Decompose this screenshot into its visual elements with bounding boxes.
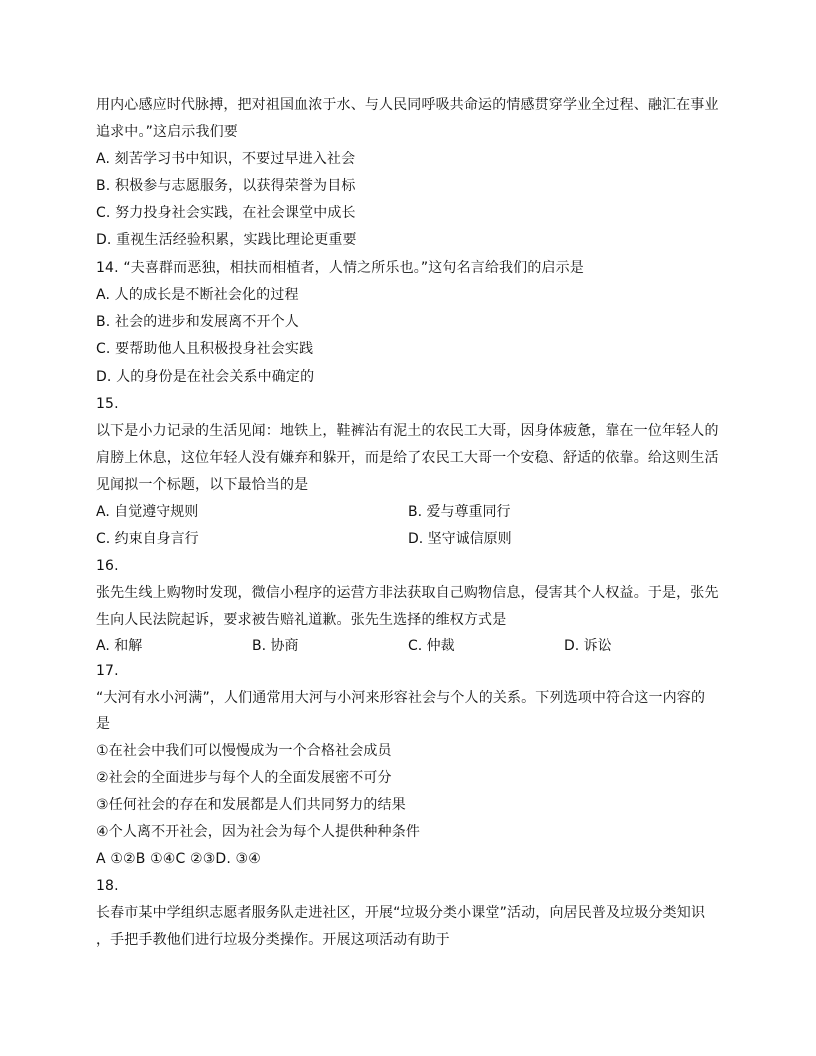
q13-stem-line: 用内心感应时代脉搏，把对祖国血浓于水、与人民同呼吸共命运的情感贯穿学业全过程、融汇在事业 [96, 97, 719, 113]
q17-stem-line: 是 [96, 716, 111, 732]
q14-stem: 14. “夫喜群而恶独，相扶而相植者，人情之所乐也。”这句名言给我们的启示是 [96, 260, 584, 276]
q16-stem-line: 张先生线上购物时发现，微信小程序的运营方非法获取自己购物信息，侵害其个人权益。于是，张先 [96, 585, 719, 601]
q18-stem-line: ，手把手教他们进行垃圾分类操作。开展这项活动有助于 [96, 932, 450, 948]
q13-option-c: C. 努力投身社会实践，在社会课堂中成长 [96, 205, 356, 221]
q15-option-a: A. 自觉遵守规则 [96, 504, 199, 520]
q14-option-a: A. 人的成长是不断社会化的过程 [96, 287, 299, 303]
q16-option-c: C. 仲裁 [408, 638, 455, 654]
q17-stem-line: “大河有水小河满”，人们通常用大河与小河来形容社会与个人的关系。下列选项中符合这一内容的 [96, 690, 706, 706]
q15-option-c: C. 约束自身言行 [96, 531, 199, 547]
q16-option-b: B. 协商 [252, 638, 299, 654]
q13-option-a: A. 刻苦学习书中知识，不要过早进入社会 [96, 151, 356, 167]
q17-statement-4: ④个人离不开社会，因为社会为每个人提供种种条件 [96, 824, 420, 840]
q13-option-d: D. 重视生活经验积累，实践比理论更重要 [96, 232, 357, 248]
q17-statement-3: ③任何社会的存在和发展都是人们共同努力的结果 [96, 797, 406, 813]
q16-option-a: A. 和解 [96, 638, 143, 654]
q15-option-b: B. 爱与尊重同行 [408, 504, 511, 520]
q15-stem-line: 以下是小力记录的生活见闻：地铁上，鞋裤沾有泥土的农民工大哥，因身体疲惫，靠在一位年轻人的 [96, 423, 719, 439]
q18-stem-line: 长春市某中学组织志愿者服务队走进社区，开展“垃圾分类小课堂”活动，向居民普及垃圾分类知识 [96, 905, 706, 921]
q17-statement-1: ①在社会中我们可以慢慢成为一个合格社会成员 [96, 743, 392, 759]
q15-option-d: D. 坚守诚信原则 [408, 531, 512, 547]
q14-option-d: D. 人的身份是在社会关系中确定的 [96, 369, 315, 385]
q13-stem-line: 追求中。”这启示我们要 [96, 124, 238, 140]
q16-stem-line: 生向人民法院起诉，要求被告赔礼道歉。张先生选择的维权方式是 [96, 612, 507, 628]
q14-option-c: C. 要帮助他人且积极投身社会实践 [96, 341, 314, 357]
q13-option-b: B. 积极参与志愿服务，以获得荣誉为目标 [96, 178, 356, 194]
q18-number: 18. [96, 878, 119, 894]
q15-number: 15. [96, 396, 119, 412]
q15-stem-line: 肩膀上休息，这位年轻人没有嫌弃和躲开，而是给了农民工大哥一个安稳、舒适的依靠。给这则生活 [96, 450, 719, 466]
q17-number: 17. [96, 663, 119, 679]
q16-option-d: D. 诉讼 [564, 638, 612, 654]
q17-statement-2: ②社会的全面进步与每个人的全面发展密不可分 [96, 770, 392, 786]
q14-option-b: B. 社会的进步和发展离不开个人 [96, 314, 299, 330]
q17-options: A ①②B ①④C ②③D. ③④ [96, 851, 261, 867]
q15-stem-line: 见闻拟一个标题，以下最恰当的是 [96, 477, 309, 493]
q16-number: 16. [96, 558, 119, 574]
